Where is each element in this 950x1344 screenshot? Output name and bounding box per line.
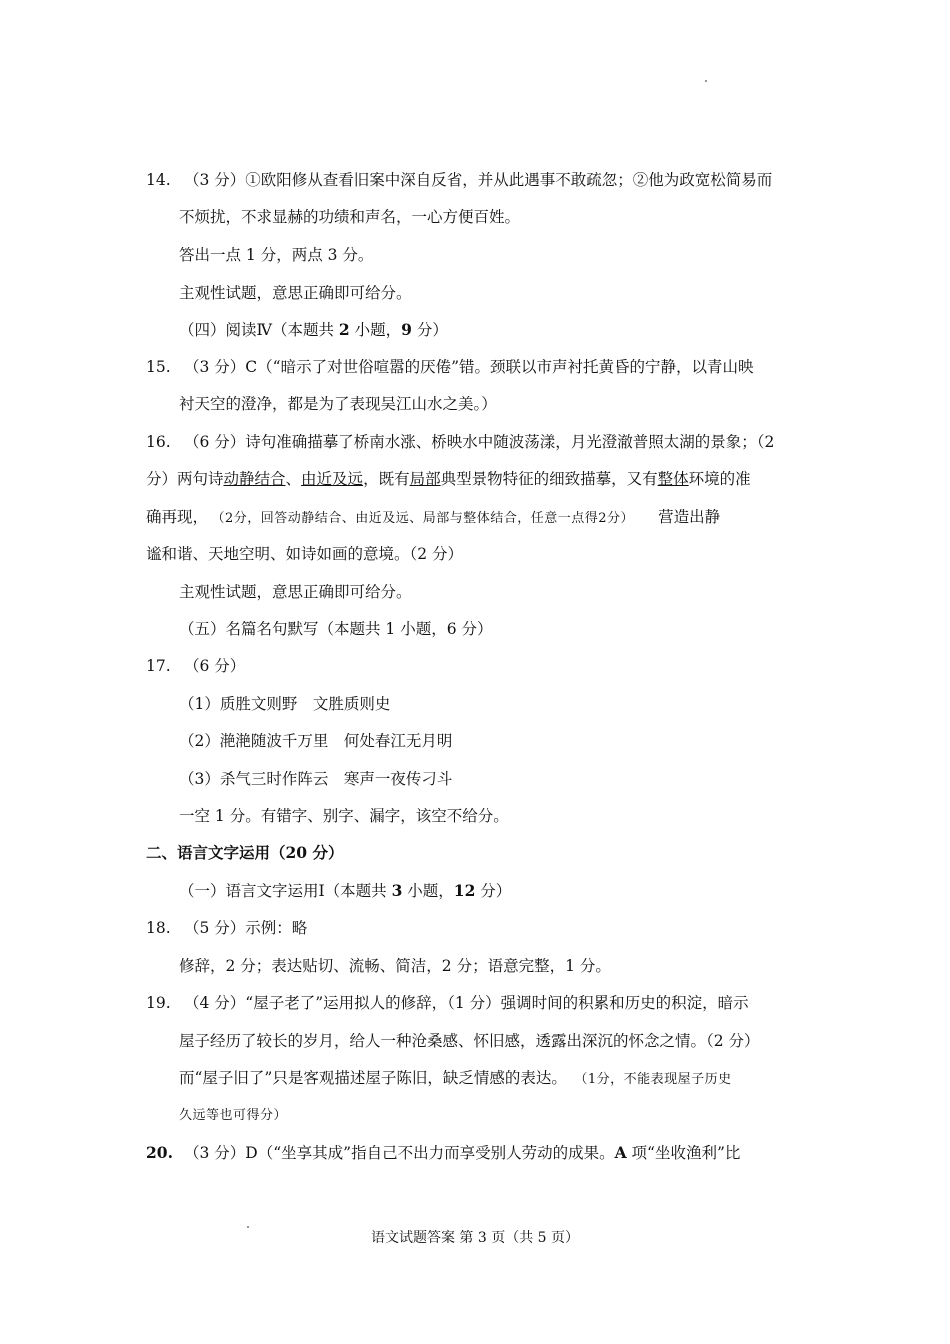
q16-line-3: 确再现， （2分，回答动静结合、由近及远、局部与整体结合，任意一点得2分） 营造出静 [146,508,721,526]
q16-line-5: 主观性试题，意思正确即可给分。 [179,583,412,601]
section-4-heading: （四）阅读Ⅳ（本题共 2 小题，9 分） [179,320,448,339]
q18-line-2: 修辞，2 分；表达贴切、流畅、简洁，2 分；语意完整，1 分。 [179,957,611,975]
q16-line-1: 16. （6 分）诗句准确描摹了桥南水涨、桥映水中随波荡漾，月光澄澈普照太湖的景象；（2 [146,433,775,451]
scan-dot [705,80,707,82]
q19-line-2: 屋子经历了较长的岁月，给人一种沧桑感、怀旧感，透露出深沉的怀念之情。（2 分） [179,1032,760,1050]
page-footer: 语文试题答案 第 3 页（共 5 页） [370,1230,580,1246]
q17-answer-3: （3）杀气三时作阵云 寒声一夜传刁斗 [179,770,453,788]
q17-answer-2: （2）滟滟随波千万里 何处春江无月明 [179,732,453,750]
q14-line-1: 14. （3 分）①欧阳修从查看旧案中深自反省，并从此遇事不敢疏忽；②他为政宽松简易而 [146,171,773,189]
q19-line-3: 而“屋子旧了”只是客观描述屋子陈旧，缺乏情感的表达。 （1分，不能表现屋子历史 [179,1069,732,1087]
q16-line-2: 分）两句诗动静结合、由近及远，既有局部典型景物特征的细致描摹，又有整体环境的准 [146,470,751,488]
q16-line-4: 谧和谐、天地空明、如诗如画的意境。（2 分） [146,545,464,563]
q17-note: 一空 1 分。有错字、别字、漏字，该空不给分。 [179,807,509,825]
part-2-heading: 二、语言文字运用（20 分） [146,843,344,862]
q15-line-1: 15. （3 分）C（“暗示了对世俗喧嚣的厌倦”错。颈联以市声衬托黄昏的宁静，以青山映 [146,358,754,376]
q15-line-2: 衬天空的澄净，都是为了表现吴江山水之美。） [179,395,497,413]
q19-line-4: 久远等也可得分） [179,1108,288,1123]
q14-line-2: 不烦扰，不求显赫的功绩和声名，一心方便百姓。 [179,208,521,226]
q18-line-1: 18. （5 分）示例：略 [146,919,308,937]
q17-line-1: 17. （6 分） [146,657,246,675]
q20-line-1: 20. （3 分）D（“坐享其成”指自己不出力而享受别人劳动的成果。A 项“坐收渔利”比 [146,1143,741,1162]
q14-line-3: 答出一点 1 分，两点 3 分。 [179,246,374,264]
q17-answer-1: （1）质胜文则野 文胜质则史 [179,695,391,713]
section-5-heading: （五）名篇名句默写（本题共 1 小题，6 分） [179,620,493,638]
q14-line-4: 主观性试题，意思正确即可给分。 [179,284,412,302]
sub-1-heading: （一）语言文字运用Ⅰ（本题共 3 小题，12 分） [179,881,512,900]
q19-line-1: 19. （4 分）“屋子老了”运用拟人的修辞，（1 分）强调时间的积累和历史的积淀，暗示 [146,994,749,1012]
